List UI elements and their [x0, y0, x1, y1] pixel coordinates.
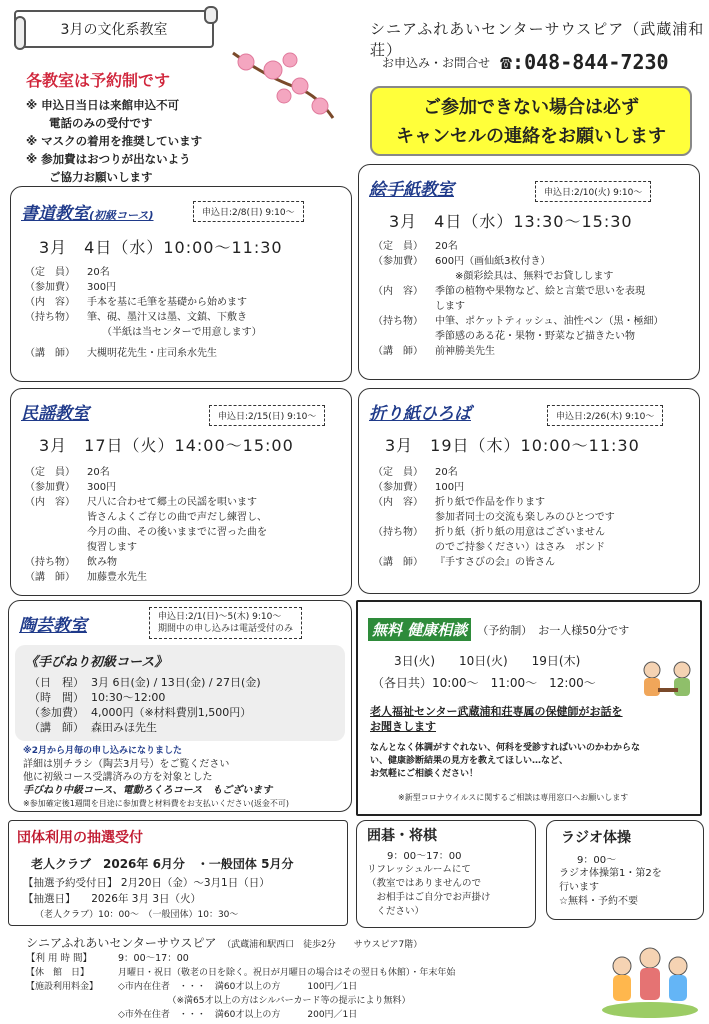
center-name: シニアふれあいセンターサウスピア（武蔵浦和荘） [370, 20, 705, 59]
etegami-title: 絵手紙教室 [369, 180, 454, 200]
togei-course: 《手びねり初級コース》 [25, 655, 168, 670]
phone-number[interactable]: ☎:048-844-7230 [500, 50, 669, 74]
note-line: ※ 申込日当日は来館申込不可 [26, 98, 180, 112]
contact [382, 50, 669, 74]
footer-name: シニアふれあいセンターサウスピア [26, 936, 217, 950]
radio-title: ラジオ体操 [561, 830, 631, 846]
health-provider: 老人福祉センター武蔵浦和荘専属の保健師がお話を お聞きします [370, 705, 623, 733]
banner-label: 3月の文化系教室 [60, 22, 168, 38]
footer: シニアふれあいセンターサウスピア （武蔵浦和駅西口 徒歩2分 サウスピア7階） 【利 用 時 間】 9：00〜17：00 【休 館 日】 月曜日・祝日（敬老の日を除く。祝日が月曜日の場合はその翌日も休館）・年末年始 【施設利用料金】 ◇市内在住者 ・・・ 満60才以上の方 100円／1日 （※満65才以上の方はシルバーカード等の提示により無料） ◇市外在住者 ・・・ 満60才以上の方 200円／1日 [26, 936, 456, 1020]
health-times: （各日共）10:00〜 11:00〜 12:00〜 [372, 676, 596, 690]
minyo-schedule: 3月 17日（火）14:00〜15:00 [39, 436, 294, 455]
etegami-details: （定 員） 20名 （参加費） 600円（画仙紙3枚付き） ※顔彩絵具は、無料でお貸しします （内 容） 季節の植物や果物など、絵と言葉で思いを表現 します （持ち物） 中筆、ポケットティッシュ、油性ペン（黒・極細） 季節感のある花・果物・野菜など描きたい物 （講 師） 前神勝美先生 [373, 241, 664, 357]
seniors-illustration [600, 940, 700, 1018]
note-line: ※ マスクの着用を推奨しています [26, 134, 203, 148]
togei-course-panel [15, 645, 345, 741]
reserve-notice: 各教室は予約制です [26, 71, 171, 90]
shodo-title: 書道教室(初級コース) [21, 204, 154, 224]
group-title: 団体利用の抽選受付 [17, 830, 143, 846]
togei-details: （日 程） 3月 6日(金) / 13日(金) / 27日(金) （時 間） 10:30〜12:00 （参加費） 4,000円（※材料費別1,500円） （講 師） 森田みほ先生 [29, 676, 261, 734]
minyo-details: （定 員） 20名 （参加費） 300円 （内 容） 尺八に合わせて郷土の民謡を唄います 皆さんよくご存じの曲で声だし練習し、 今月の曲、その後いままでに習った曲を 復習します （持ち物） 飲み物 （講 師） 加藤豊水先生 [25, 467, 267, 583]
group-line-2: 【抽選予約受付日】 2月20日（金）〜3月1日（日） [23, 877, 270, 889]
minyo-deadline: 申込日:2/15(日) 9:10〜 [209, 405, 325, 426]
notes [26, 96, 202, 186]
note-line: ※ 参加費はおつりが出ないよう [26, 152, 191, 166]
note-line: ご協力お願いします [26, 170, 153, 184]
etegami-schedule: 3月 4日（水）13:30〜15:30 [389, 212, 633, 231]
health-body: なんとなく体調がすぐれない、何科を受診すればいいのかわからな い、健康診断結果の見方を教えてほしい…など、 お気軽にご相談ください！ [370, 743, 641, 779]
togei-class [8, 600, 352, 812]
plum-blossom-illustration [228, 48, 338, 128]
origami-details: （定 員） 20名 （参加費） 100円 （内 容） 折り紙で作品を作ります 参加者同士の交流も楽しみのひとつです （持ち物） 折り紙（折り紙の用意はございません のでご持参ください）はさみ ボンド （講 師） 『手すさびの会』の皆さん [373, 467, 615, 568]
health-dates: 3日(火) 10日(火) 19日(木) [394, 654, 581, 668]
togei-deadline: 申込日:2/1(日)〜5(木) 9:10〜 期間中の申し込みは電話受付のみ [149, 607, 302, 639]
radio-details: ラジオ体操第1・第2を 行います ☆無料・予約不要 [559, 868, 662, 907]
group-lottery [8, 820, 348, 926]
health-covid-note: ※新型コロナウイルスに関するご相談は専用窓口へお願いします [398, 793, 629, 802]
cancel-line-2: キャンセルの連絡をお願いします [396, 126, 666, 147]
shodo-details: （定 員） 20名 （参加費） 300円 （内 容） 手本を基に毛筆を基礎から始めます （持ち物） 筆、硯、墨汁又は墨、文鎮、下敷き （半紙は当センターで用意します） （講 師） 大槻明花先生・庄司糸水先生 [25, 267, 262, 359]
togei-title: 陶芸教室 [19, 616, 87, 636]
contact-label: お申込み・お問合せ [382, 55, 491, 70]
origami-class [358, 388, 700, 594]
igo-title: 囲碁・将棋 [367, 828, 437, 844]
minyo-title: 民謡教室 [21, 404, 89, 424]
togei-notes: ※2月から月毎の申し込みになりました 詳細は別チラシ（陶芸3月号）をご覧ください 他に初級コース受講済みの方を対象とした 手びねり中級コース、電動ろくろコース もございます ※参加確定後1週間を目途に参加費と材料費をお支払いください(返金不可) [23, 746, 290, 808]
igo-details: リフレッシュルームにて （教室ではありませんので お相手はご自分でお声掛け ください） [367, 864, 491, 917]
origami-deadline: 申込日:2/26(木) 9:10〜 [547, 405, 663, 426]
igo-time: 9：00〜17：00 [387, 851, 462, 862]
health-header: 無料 健康相談 （予約制） お一人様50分です [368, 618, 629, 641]
note-line: 電話のみの受付です [26, 116, 153, 130]
cancel-line-1: ご参加できない場合は必ず [423, 97, 639, 118]
etegami-deadline: 申込日:2/10(火) 9:10〜 [535, 181, 651, 202]
origami-title: 折り紙ひろば [369, 404, 471, 424]
radio-exercise [546, 820, 704, 920]
health-consultation [356, 600, 702, 816]
shodo-deadline: 申込日:2/8(日) 9:10〜 [193, 201, 304, 222]
group-line-4: （老人クラブ）10：00〜 （一般団体）10：30〜 [35, 910, 239, 920]
minyo-class [10, 388, 352, 596]
igo-shogi [356, 820, 536, 928]
banner [14, 10, 214, 48]
footer-access: （武蔵浦和駅西口 徒歩2分 サウスピア7階） [226, 940, 423, 950]
etegami-class [358, 164, 700, 380]
radio-time: 9：00〜 [577, 855, 617, 866]
cancel-notice [370, 86, 692, 156]
origami-schedule: 3月 19日（木）10:00〜11:30 [385, 436, 640, 455]
consultation-illustration [638, 658, 698, 702]
group-line-3: 【抽選日】 2026年 3月 3日（火） [23, 893, 202, 905]
group-line-1: 老人クラブ 2026年 6月分 ・一般団体 5月分 [31, 857, 294, 871]
health-title: 無料 健康相談 [368, 618, 471, 641]
shodo-schedule: 3月 4日（水）10:00〜11:30 [39, 238, 283, 257]
shodo-class [10, 186, 352, 382]
